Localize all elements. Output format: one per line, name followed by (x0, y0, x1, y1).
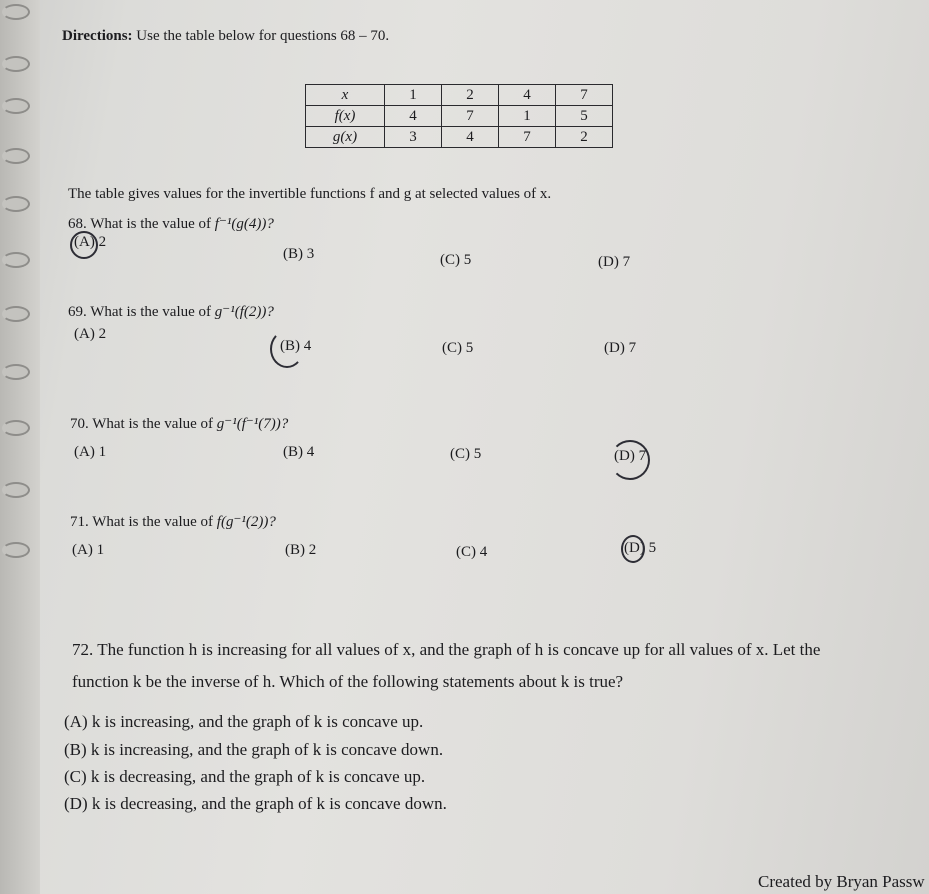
choice-71-a[interactable]: (A) 1 (72, 542, 105, 558)
choice-68-b[interactable]: (B) 3 (283, 246, 315, 262)
table-cell: 4 (499, 85, 556, 106)
author-credit: Created by Bryan Passw (758, 872, 925, 891)
choice-70-a[interactable]: (A) 1 (74, 444, 107, 460)
directions (62, 28, 389, 45)
question-71 (70, 512, 276, 531)
question-stem: 70. What is the value of (70, 416, 214, 432)
question-expression: f⁻¹(g(4))? (214, 216, 274, 232)
binder-ring (2, 252, 30, 268)
choice-69-b[interactable]: (B) 4 (280, 338, 312, 354)
choice-69-d[interactable]: (D) 7 (604, 340, 637, 356)
values-table (305, 84, 613, 148)
binder-ring (2, 364, 30, 380)
binder-ring (2, 56, 30, 72)
choice-69-a[interactable]: (A) 2 (74, 326, 107, 342)
choice-71-b[interactable]: (B) 2 (285, 542, 317, 558)
answer-circle-mark (70, 231, 98, 259)
table-cell: 2 (556, 127, 613, 148)
choice-68-d[interactable]: (D) 7 (598, 254, 631, 270)
binder-ring (2, 420, 30, 436)
table-cell: 7 (442, 106, 499, 127)
question-70 (70, 414, 288, 433)
choice-69-c[interactable]: (C) 5 (442, 340, 474, 356)
table-cell: 7 (556, 85, 613, 106)
question-stem: 71. What is the value of (70, 514, 214, 530)
choice-68-a[interactable]: (A) 2 (74, 234, 107, 250)
table-cell: 5 (556, 106, 613, 127)
choice-71-d[interactable]: (D) 5 (624, 540, 657, 556)
table-cell: x (306, 85, 385, 106)
table-cell: 4 (442, 127, 499, 148)
question-72-line1: 72. The function h is increasing for all values of x, and the graph of h is concave up for all values of x. Let the (72, 640, 821, 659)
directions-label: Directions: (62, 28, 133, 44)
table-cell: f(x) (306, 106, 385, 127)
table-cell: 1 (385, 85, 442, 106)
choice-72-a[interactable]: (A) k is increasing, and the graph of k is concave up. (64, 712, 424, 731)
binder-ring (2, 482, 30, 498)
choice-72-d[interactable]: (D) k is decreasing, and the graph of k is concave down. (64, 794, 447, 813)
table-cell: 4 (385, 106, 442, 127)
binder-ring (2, 98, 30, 114)
table-cell: 7 (499, 127, 556, 148)
table-cell: 2 (442, 85, 499, 106)
intro-text: The table gives values for the invertible functions f and g at selected values of x. (68, 186, 552, 202)
question-stem: 69. What is the value of (68, 304, 212, 320)
table-cell: 3 (385, 127, 442, 148)
answer-circle-mark (610, 440, 650, 480)
binder-ring (2, 148, 30, 164)
choice-70-d[interactable]: (D) 7 (614, 448, 647, 464)
table-cell: 1 (499, 106, 556, 127)
question-72-line2: function k be the inverse of h. Which of the following statements about k is true? (72, 672, 624, 691)
choice-72-b[interactable]: (B) k is increasing, and the graph of k is concave down. (64, 740, 444, 759)
binder-ring (2, 542, 30, 558)
answer-circle-mark (270, 330, 304, 368)
question-stem: 68. What is the value of (68, 216, 212, 232)
answer-circle-mark (621, 535, 645, 563)
table-cell: g(x) (306, 127, 385, 148)
choice-68-c[interactable]: (C) 5 (440, 252, 472, 268)
question-68 (68, 214, 274, 233)
choice-70-b[interactable]: (B) 4 (283, 444, 315, 460)
binder-ring (2, 4, 30, 20)
table-row (306, 106, 613, 127)
binder-edge (0, 0, 40, 894)
choice-72-c[interactable]: (C) k is decreasing, and the graph of k is concave up. (64, 767, 426, 786)
binder-ring (2, 196, 30, 212)
question-expression: g⁻¹(f(2))? (214, 304, 274, 320)
table-row (306, 127, 613, 148)
table-row (306, 85, 613, 106)
choice-70-c[interactable]: (C) 5 (450, 446, 482, 462)
question-69 (68, 302, 274, 321)
question-expression: f(g⁻¹(2))? (216, 514, 276, 530)
question-expression: g⁻¹(f⁻¹(7))? (216, 416, 289, 432)
choice-71-c[interactable]: (C) 4 (456, 544, 488, 560)
directions-text: Use the table below for questions 68 – 70. (136, 28, 390, 44)
binder-ring (2, 306, 30, 322)
